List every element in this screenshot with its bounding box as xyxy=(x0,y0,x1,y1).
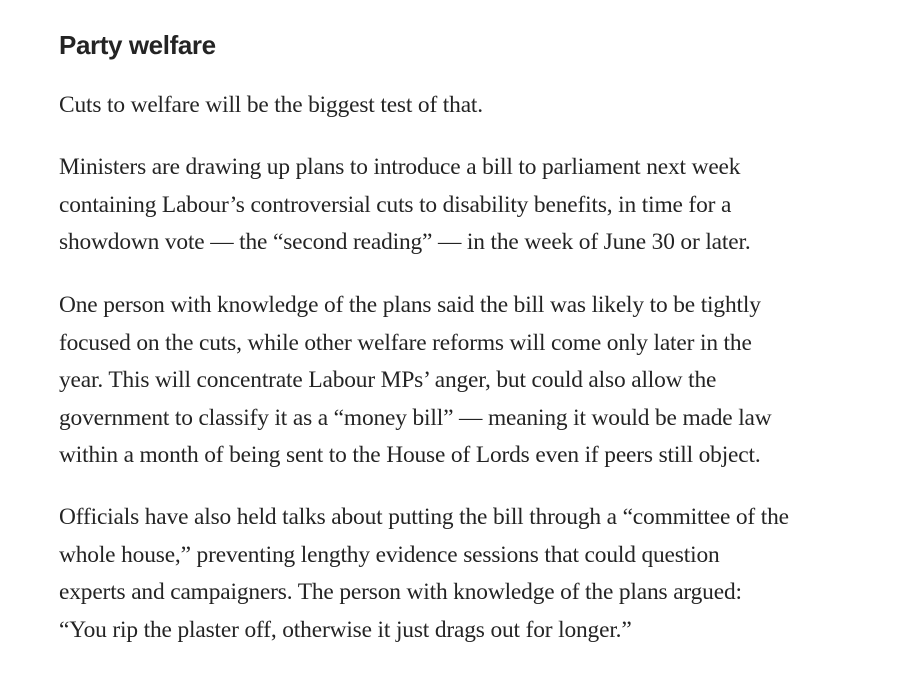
paragraph-line: focused on the cuts, while other welfare reforms will come only later in the xyxy=(59,329,752,356)
paragraph-line: within a month of being sent to the House of Lords even if peers still object. xyxy=(59,442,761,468)
paragraph-line: whole house,” preventing lengthy evidence sessions that could question xyxy=(59,541,720,568)
paragraph-line: One person with knowledge of the plans said the bill was likely to be tightly xyxy=(59,292,761,318)
paragraph-line: government to classify it as a “money bill” — meaning it would be made law xyxy=(59,404,772,431)
paragraph-line: Ministers are drawing up plans to introduce a bill to parliament next week xyxy=(59,154,741,180)
paragraph-4 xyxy=(59,499,789,649)
paragraph-line: containing Labour’s controversial cuts to disability benefits, in time for a xyxy=(59,191,732,218)
paragraph-2 xyxy=(59,149,751,262)
paragraph-line: showdown vote — the “second reading” — in the week of June 30 or later. xyxy=(59,229,751,255)
paragraph-line: “You rip the plaster off, otherwise it just drags out for longer.” xyxy=(59,616,632,643)
paragraph-line: year. This will concentrate Labour MPs’ anger, but could also allow the xyxy=(59,367,717,393)
paragraph-1 xyxy=(59,87,483,125)
paragraph-line: experts and campaigners. The person with knowledge of the plans argued: xyxy=(59,579,742,605)
paragraph-line: Officials have also held talks about putting the bill through a “committee of the xyxy=(59,504,789,530)
paragraph-3 xyxy=(59,287,772,475)
section-heading: Party welfare xyxy=(59,30,216,60)
paragraph-line: Cuts to welfare will be the biggest test of that. xyxy=(59,92,483,118)
